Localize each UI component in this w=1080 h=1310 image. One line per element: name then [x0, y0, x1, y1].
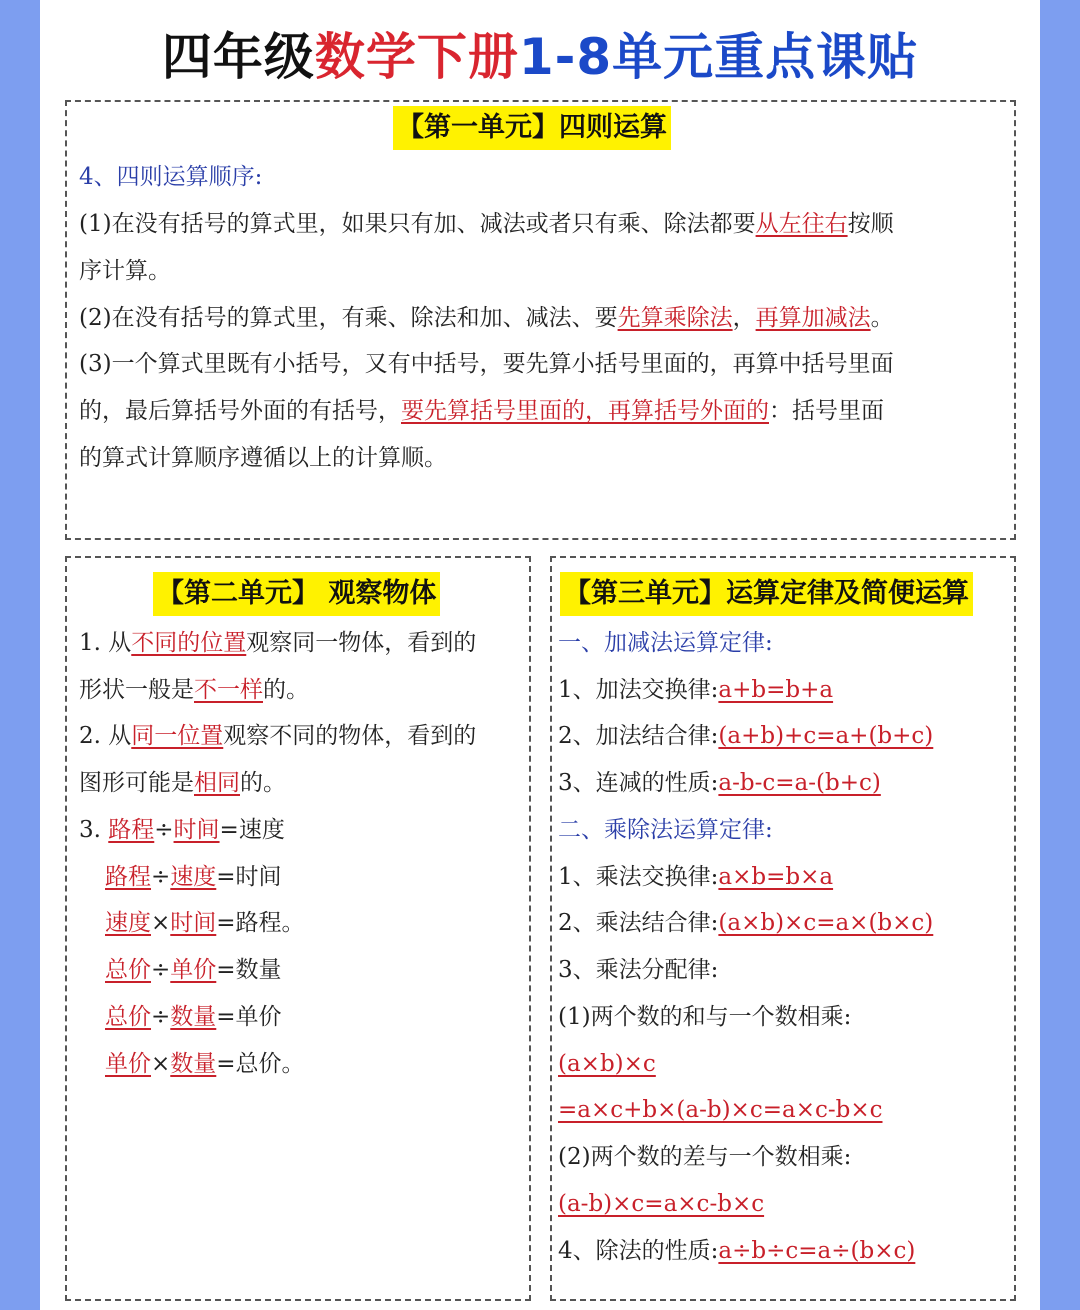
unit3-law: 2、乘法结合律:(a×b)×c=a×(b×c) — [558, 910, 934, 936]
unit3-law: 3、乘法分配律: — [558, 957, 719, 983]
unit3-section-mul: 二、乘除法运算定律: — [558, 817, 773, 843]
title-range: 1-8 — [518, 28, 613, 86]
unit3-law: 4、除法的性质:a÷b÷c=a÷(b×c) — [558, 1238, 916, 1264]
unit3-law: 3、连减的性质:a-b-c=a-(b+c) — [558, 770, 881, 796]
unit2-card — [65, 556, 531, 1301]
unit1-rule3: (3)一个算式里既有小括号，又有中括号，要先算小括号里面的，再算中括号里面 — [79, 351, 894, 377]
unit1-rule3-end: 的算式计算顺序遵循以上的计算顺。 — [79, 445, 447, 471]
title-grade: 四年级 — [161, 28, 315, 86]
unit3-formula: (a-b)×c=a×c-b×c — [558, 1191, 765, 1217]
unit1-header: 【第一单元】四则运算 — [393, 106, 671, 150]
unit1-rule1-cont: 序计算。 — [79, 258, 171, 284]
unit2-formula: 单价×数量=总价。 — [105, 1051, 305, 1077]
unit1-rule2: (2)在没有括号的算式里，有乘、除法和加、减法、要先算乘除法，再算加减法。 — [79, 305, 894, 331]
unit1-rule3-cont: 的，最后算括号外面的有括号，要先算括号里面的，再算括号外面的：括号里面 — [79, 398, 884, 424]
title-rest: 单元重点课贴 — [612, 28, 919, 86]
unit2-line: 1. 从不同的位置观察同一物体，看到的 — [79, 630, 477, 656]
unit2-formula: 速度×时间=路程。 — [105, 910, 305, 936]
unit3-distributive-diff: (2)两个数的差与一个数相乘: — [558, 1144, 852, 1170]
unit3-distributive-sum: (1)两个数的和与一个数相乘: — [558, 1004, 852, 1030]
unit1-subtitle: 4、四则运算顺序: — [79, 164, 263, 190]
unit2-formula: 3. 路程÷时间=速度 — [79, 817, 285, 843]
unit2-line: 2. 从同一位置观察不同的物体，看到的 — [79, 723, 477, 749]
unit3-law: 1、乘法交换律:a×b=b×a — [558, 864, 834, 890]
unit2-line: 图形可能是相同的。 — [79, 770, 286, 796]
unit3-formula: (a×b)×c — [558, 1051, 656, 1077]
unit3-card — [550, 556, 1016, 1301]
unit3-header: 【第三单元】运算定律及简便运算 — [560, 572, 973, 616]
unit3-section-add: 一、加减法运算定律: — [558, 630, 773, 656]
unit3-law: 2、加法结合律:(a+b)+c=a+(b+c) — [558, 723, 934, 749]
unit1-card — [65, 100, 1016, 540]
unit2-line: 形状一般是不一样的。 — [79, 677, 309, 703]
unit2-formula: 总价÷单价=数量 — [105, 957, 282, 983]
page-title — [40, 22, 1040, 92]
unit3-formula: =a×c+b×(a-b)×c=a×c-b×c — [558, 1097, 883, 1123]
unit2-formula: 路程÷速度=时间 — [105, 864, 282, 890]
unit2-formula: 总价÷数量=单价 — [105, 1004, 282, 1030]
unit1-rule1: (1)在没有括号的算式里，如果只有加、减法或者只有乘、除法都要从左往右按顺 — [79, 211, 894, 237]
unit3-law: 1、加法交换律:a+b=b+a — [558, 677, 834, 703]
title-subject: 数学下册 — [314, 28, 519, 86]
unit2-header: 【第二单元】 观察物体 — [153, 572, 440, 616]
